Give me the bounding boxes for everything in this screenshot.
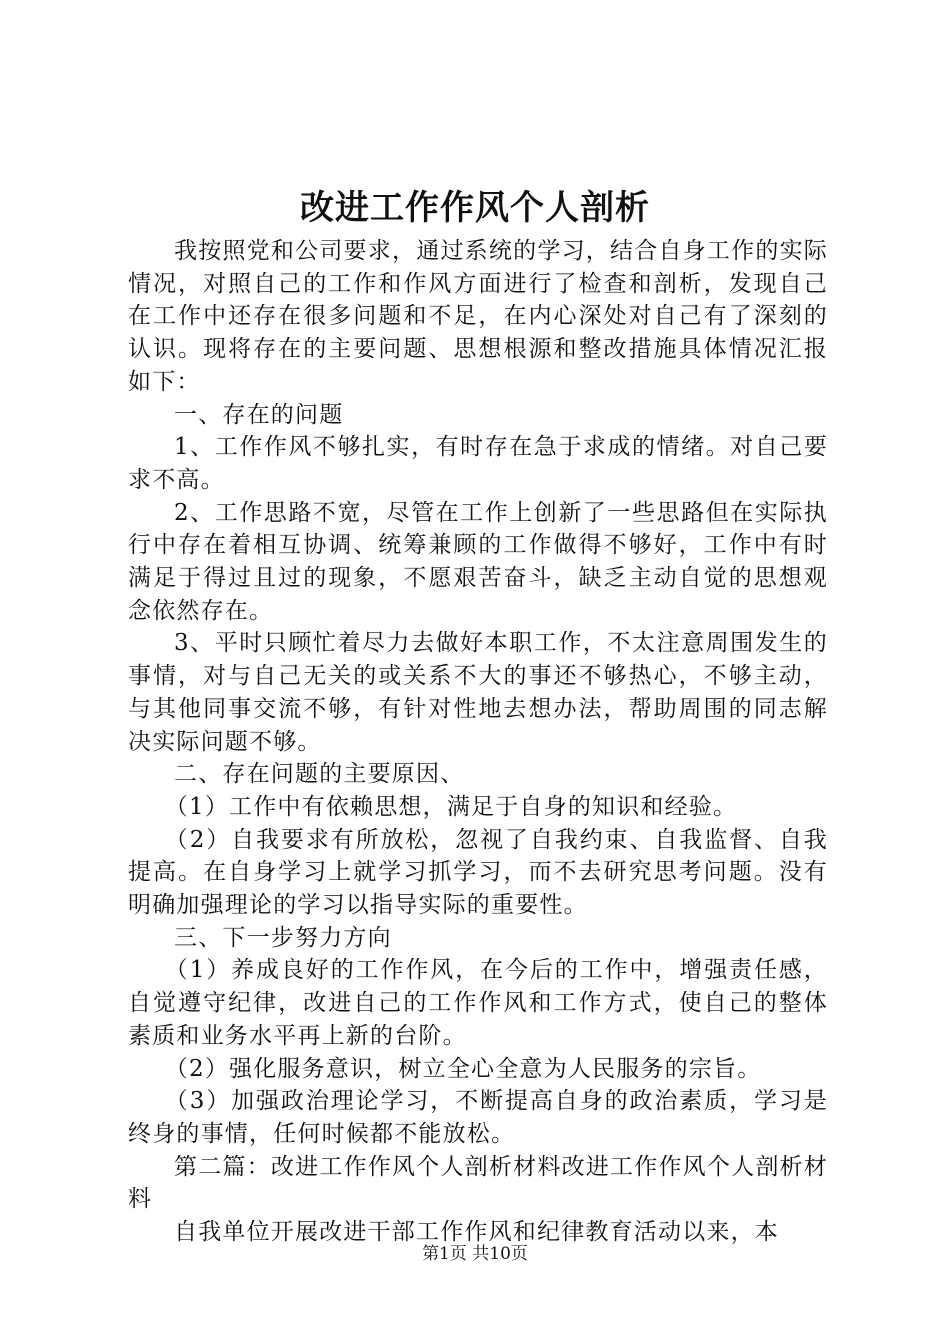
section-heading-problems: 一、存在的问题 (174, 401, 344, 428)
direction-item-1: （1）养成良好的工作作风，在今后的工作中，增强责任感，自觉遵守纪律，改进自己的工作作风和工作方式，使自己的整体素质和业务水平再上新的台阶。 (128, 957, 828, 1049)
section-heading-causes: 二、存在问题的主要原因、 (174, 761, 465, 788)
direction-item-3: （3）加强政治理论学习，不断提高自身的政治素质，学习是终身的事情，任何时候都不能放松。 (128, 1088, 828, 1147)
problem-item-2: 2、工作思路不宽，尽管在工作上创新了一些思路但在实际执行中存在着相互协调、统筹兼顾的工作做得不够好，工作中有时满足于得过且过的现象，不愿艰苦奋斗，缺乏主动自觉的思想观念依然存在。 (128, 499, 828, 624)
document-body (128, 235, 828, 1249)
direction-item-2: （2）强化服务意识，树立全心全意为人民服务的宗旨。 (164, 1055, 762, 1082)
problem-item-3: 3、平时只顾忙着尽力去做好本职工作，不太注意周围发生的事情，对与自己无关的或关系不大的事还不够热心，不够主动，与其他同事交流不够，有针对性地去想办法，帮助周围的同志解决实际问题不够。 (128, 630, 828, 755)
second-article-paragraph: 自我单位开展改进干部工作作风和纪律教育活动以来，本 (174, 1219, 779, 1246)
section-heading-direction: 三、下一步努力方向 (174, 924, 392, 951)
cause-item-2: （2）自我要求有所放松，忽视了自我约束、自我监督、自我提高。在自身学习上就学习抓学习，而不去研究思考问题。没有明确加强理论的学习以指导实际的重要性。 (128, 826, 828, 919)
second-article-heading: 第二篇：改进工作作风个人剖析材料改进工作作风个人剖析材料 (128, 1153, 828, 1213)
intro-paragraph: 我按照党和公司要求，通过系统的学习，结合自身工作的实际情况，对照自己的工作和作风方面进行了检查和剖析，发现自己在工作中还存在很多问题和不足，在内心深处对自己有了深刻的认识。现将存在的主要问题、思想根源和整改措施具体情况汇报如下： (128, 238, 828, 395)
page-number-footer: 第1页 共10页 (422, 1244, 528, 1264)
document-title: 改进工作作风个人剖析 (300, 188, 650, 228)
cause-item-1: （1）工作中有依赖思想，满足于自身的知识和经验。 (164, 793, 738, 820)
problem-item-1: 1、工作作风不够扎实，有时存在急于求成的情绪。对自己要求不高。 (128, 434, 828, 493)
